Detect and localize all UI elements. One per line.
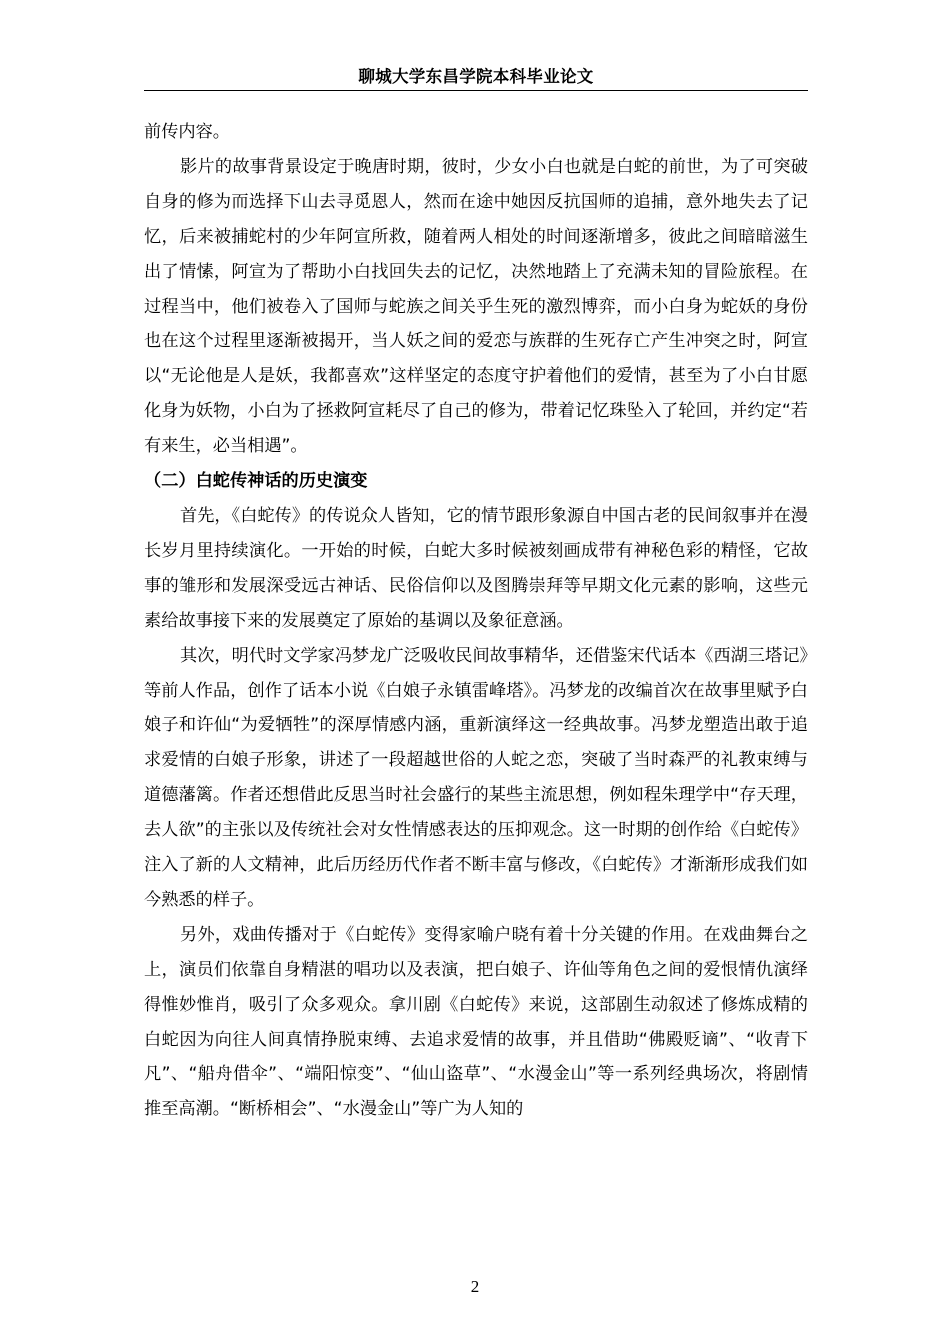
body-text: [144, 115, 808, 1127]
section-heading: （二）白蛇传神话的历史演变: [144, 471, 368, 492]
page-header-title: 聊城大学东昌学院本科毕业论文: [358, 67, 594, 86]
header-divider: [144, 90, 808, 91]
paragraph-opera: 另外，戏曲传播对于《白蛇传》变得家喻户晓有着十分关键的作用。在戏曲舞台之上，演员们依靠自身精湛的唱功以及表演，把白娘子、许仙等角色之间的爱恨情仇演绎得惟妙惟肖，吸引了众多观众。拿川剧《白蛇传》来说，这部剧生动叙述了修炼成精的白蛇因为向往人间真情挣脱束缚、去追求爱情的故事，并且借助“佛殿贬谪”、“收青下凡”、“船舟借伞”、“端阳惊变”、“仙山盗草”、“水漫金山”等一系列经典场次，将剧情推至高潮。“断桥相会”、“水漫金山”等广为人知的: [144, 924, 808, 1120]
paragraph-story-background: 影片的故事背景设定于晚唐时期，彼时，少女小白也就是白蛇的前世，为了可突破自身的修为而选择下山去寻觅恩人，然而在途中她因反抗国师的追捕，意外地失去了记忆，后来被捕蛇村的少年阿宣所救，随着两人相处的时间逐渐增多，彼此之间暗暗滋生出了情愫，阿宣为了帮助小白找回失去的记忆，决然地踏上了充满未知的冒险旅程。在过程当中，他们被卷入了国师与蛇族之间关乎生死的激烈博弈，而小白身为蛇妖的身份也在这个过程里逐渐被揭开，当人妖之间的爱恋与族群的生死存亡产生冲突之时，阿宣以“无论他是人是妖，我都喜欢”这样坚定的态度守护着他们的爱情，甚至为了小白甘愿化身为妖物，小白为了拯救阿宣耗尽了自己的修为，带着记忆珠坠入了轮回，并约定“若有来生，必当相遇”。: [144, 156, 808, 457]
paragraph-origin: 首先，《白蛇传》的传说众人皆知，它的情节跟形象源自中国古老的民间叙事并在漫长岁月里持续演化。一开始的时候，白蛇大多时候被刻画成带有神秘色彩的精怪，它故事的雏形和发展深受远古神话、民俗信仰以及图腾崇拜等早期文化元素的影响，这些元素给故事接下来的发展奠定了原始的基调以及象征意涵。: [144, 505, 808, 631]
page-number: 2: [470, 1277, 480, 1296]
paragraph-feng-menglong: 其次，明代时文学家冯梦龙广泛吸收民间故事精华，还借鉴宋代话本《西湖三塔记》等前人作品，创作了话本小说《白娘子永镇雷峰塔》。冯梦龙的改编首次在故事里赋予白娘子和许仙“为爱牺牲”的深厚情感内涵，重新演绎这一经典故事。冯梦龙塑造出敢于追求爱情的白娘子形象，讲述了一段超越世俗的人蛇之恋，突破了当时森严的礼教束缚与道德藩篱。作者还想借此反思当时社会盛行的某些主流思想，例如程朱理学中“存天理，去人欲”的主张以及传统社会对女性情感表达的压抑观念。这一时期的创作给《白蛇传》注入了新的人文精神，此后历经历代作者不断丰富与修改，《白蛇传》才渐渐形成我们如今熟悉的样子。: [144, 645, 808, 910]
paragraph-continuation: 前传内容。: [144, 122, 230, 142]
